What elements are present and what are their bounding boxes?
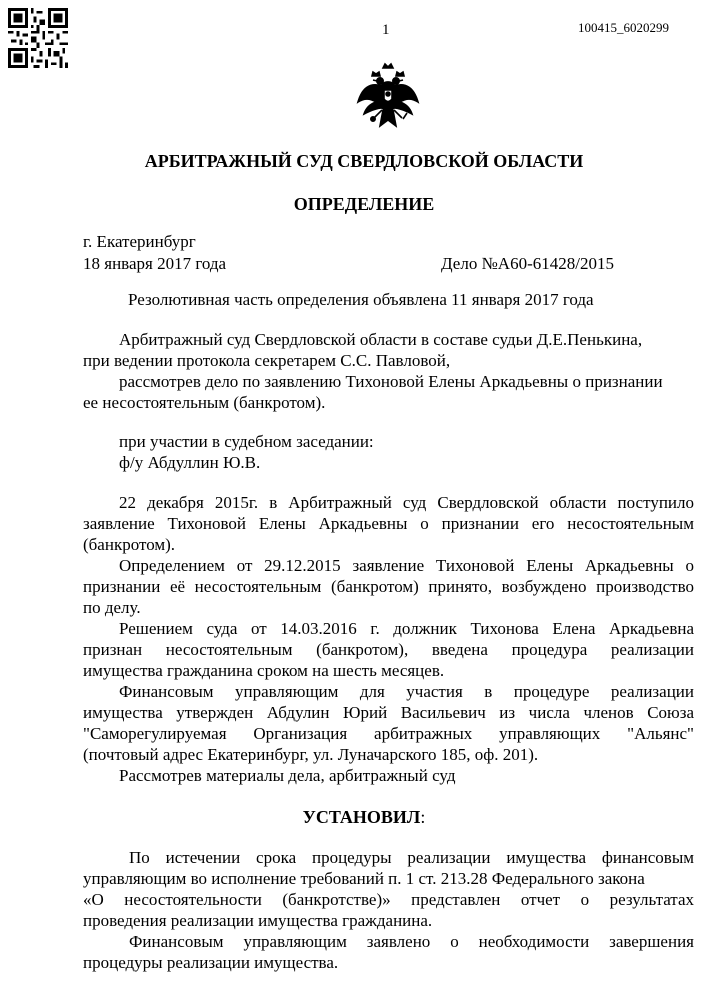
paragraph-8-line-2: управляющим во исполнение требований п. 1 ст. 213.28 Федерального закона bbox=[83, 869, 645, 888]
court-title: АРБИТРАЖНЫЙ СУД СВЕРДЛОВСКОЙ ОБЛАСТИ bbox=[144, 151, 584, 171]
paragraph-4-line-1: Определением от 29.12.2015 заявление Тихоновой Елены Аркадьевны о bbox=[119, 556, 694, 575]
paragraph-9-line-1: Финансовым управляющим заявлено о необходимости завершения bbox=[129, 932, 694, 951]
paragraph-4-line-2: признании её несостоятельным (банкротом) принято, возбуждено производство bbox=[83, 577, 694, 596]
paragraph-5-line-2: признан несостоятельным (банкротом), введена процедура реализации bbox=[83, 640, 694, 659]
paragraph-4-line-3: по делу. bbox=[83, 598, 141, 617]
paragraph-1-line-3: рассмотрев дело по заявлению Тихоновой Елены Аркадьевны о признании bbox=[119, 372, 663, 391]
case-number: Дело №А60-61428/2015 bbox=[441, 254, 614, 273]
paragraph-6-line-4: (почтовый адрес Екатеринбург, ул. Луначарского 185, оф. 201). bbox=[83, 745, 539, 764]
document-date: 18 января 2017 года bbox=[83, 254, 227, 273]
paragraph-1-line-2: при ведении протокола секретарем С.С. Павловой, bbox=[83, 351, 451, 370]
paragraph-5-line-1: Решением суда от 14.03.2016 г. должник Тихонова Елена Аркадьевна bbox=[119, 619, 694, 638]
participants-label: при участии в судебном заседании: bbox=[119, 432, 374, 451]
paragraph-3-line-1: 22 декабря 2015г. в Арбитражный суд Свердловской области поступило bbox=[119, 493, 694, 512]
operative-part-date: Резолютивная часть определения объявлена 11 января 2017 года bbox=[128, 290, 594, 309]
established-heading: УСТАНОВИЛ: bbox=[302, 807, 426, 827]
page-number: 1 bbox=[382, 22, 390, 38]
paragraph-9-line-2: процедуры реализации имущества. bbox=[83, 953, 339, 972]
paragraph-3-line-3: (банкротом). bbox=[83, 535, 176, 554]
qr-code-icon bbox=[8, 8, 68, 68]
paragraph-5-line-3: имущества гражданина сроком на шесть месяцев. bbox=[83, 661, 445, 680]
participant: ф/у Абдуллин Ю.В. bbox=[119, 453, 261, 472]
paragraph-8-line-1: По истечении срока процедуры реализации имущества финансовым bbox=[129, 848, 694, 867]
coat-of-arms-icon bbox=[352, 62, 424, 134]
paragraph-3-line-2: заявление Тихоновой Елены Аркадьевны о признании его несостоятельным bbox=[83, 514, 694, 533]
paragraph-7: Рассмотрев материалы дела, арбитражный суд bbox=[119, 766, 456, 785]
document-type-title: ОПРЕДЕЛЕНИЕ bbox=[293, 194, 435, 214]
paragraph-6-line-2: имущества утвержден Абдулин Юрий Васильевич из числа членов Союза bbox=[83, 703, 694, 722]
paragraph-1-line-4: ее несостоятельным (банкротом). bbox=[83, 393, 326, 412]
paragraph-6-line-1: Финансовым управляющим для участия в процедуре реализации bbox=[119, 682, 694, 701]
paragraph-1-line-1: Арбитражный суд Свердловской области в составе судьи Д.Е.Пенькина, bbox=[119, 330, 643, 349]
document-code: 100415_6020299 bbox=[578, 20, 669, 35]
paragraph-8-line-3: «О несостоятельности (банкротстве)» представлен отчет о результатах bbox=[83, 890, 694, 909]
paragraph-8-line-4: проведения реализации имущества гражданина. bbox=[83, 911, 433, 930]
city: г. Екатеринбург bbox=[83, 232, 196, 251]
paragraph-6-line-3: "Саморегулируемая Организация арбитражных управляющих "Альянс" bbox=[83, 724, 694, 743]
